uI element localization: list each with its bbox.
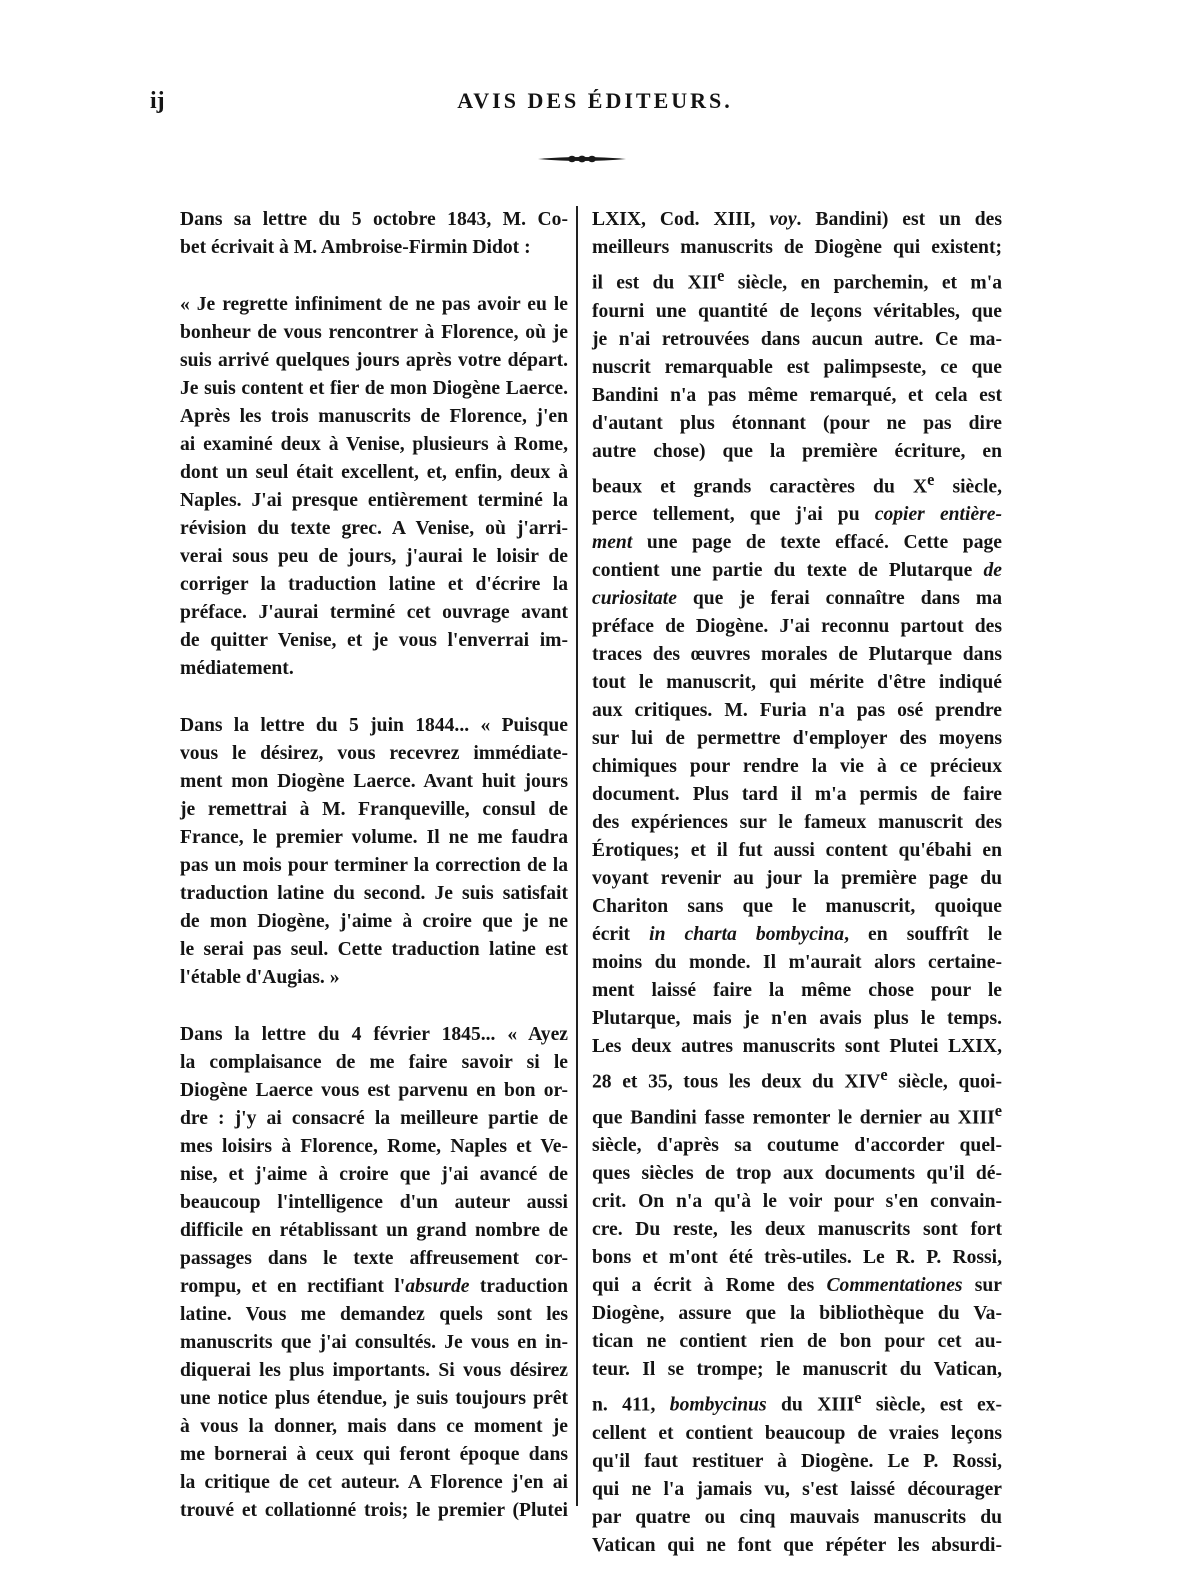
running-title: AVIS DES ÉDITEURS.: [457, 88, 733, 113]
text-line: teur. Il se trompe; le manuscrit du Vatican,: [592, 1359, 1002, 1381]
italic-run: curiositate: [592, 588, 677, 610]
italic-run: Commentationes: [826, 1275, 963, 1297]
italic-run: de: [983, 560, 1002, 582]
text-run: , en souffrît le: [844, 924, 1002, 946]
text-line: suis arrivé quelques jours après votre départ.: [180, 350, 568, 371]
text-line: [592, 585, 1002, 613]
text-run: du XIII: [766, 1394, 855, 1416]
text-run: n. 411,: [592, 1394, 670, 1416]
paragraph-continued: [592, 206, 1002, 1560]
text-line: ai examiné deux à Venise, plusieurs à Rome,: [180, 434, 568, 455]
text-line: trouvé et collationné trois; le premier (Plutei: [180, 1500, 568, 1521]
text-run: siècle,: [934, 476, 1002, 498]
text-line: sur lui de permettre d'employer des moyens: [592, 728, 1002, 750]
text-run: il est du XII: [592, 272, 718, 294]
text-run: 28 et 35, tous les deux du XIV: [592, 1071, 881, 1093]
text-line: Les deux autres manuscrits sont Plutei LXIX,: [592, 1036, 1002, 1058]
text-line: de quitter Venise, et je vous l'enverrai im-: [180, 630, 568, 651]
superscript: e: [994, 1100, 1002, 1120]
text-line: traduction latine du second. Je suis satisfait: [180, 883, 568, 904]
text-line: Dans la lettre du 4 février 1845... « Ayez: [180, 1024, 568, 1045]
paragraph-letter-june-1844: [158, 712, 568, 992]
text-line: [592, 501, 1002, 529]
text-line: bons et m'ont été très-utiles. Le R. P. Rossi,: [592, 1247, 1002, 1269]
text-line: siècle, d'après sa coutume d'accorder quel-: [592, 1135, 1002, 1157]
italic-run: in charta bombycina: [649, 924, 845, 946]
text-line: Dans sa lettre du 5 octobre 1843, M. Co-: [180, 209, 568, 230]
text-run: traduction: [469, 1276, 569, 1297]
text-run: siècle, en parchemin, et m'a: [724, 272, 1002, 294]
text-line: Érotiques; et il fut aussi content qu'ébahi en: [592, 840, 1002, 862]
italic-run: ment: [592, 532, 633, 554]
text-line: [592, 206, 1002, 234]
text-line: fourni une quantité de leçons véritables, que: [592, 300, 1002, 322]
text-line: Bandini n'a pas même remarqué, et cela est: [592, 384, 1002, 406]
text-line: aux critiques. M. Furia n'a pas osé prendre: [592, 700, 1002, 722]
text-line: [592, 1272, 1002, 1300]
text-line: [592, 1097, 1002, 1133]
text-line: cellent et contient beaucoup de vraies leçons: [592, 1422, 1002, 1444]
italic-run: voy: [769, 209, 797, 230]
text-line: moins du monde. Il m'aurait alors certaine-: [592, 952, 1002, 974]
text-line: autre chose) que la première écriture, en: [592, 440, 1002, 462]
text-run: que Bandini fasse remonter le dernier au XIII: [592, 1107, 995, 1129]
text-line: Dans la lettre du 5 juin 1844... « Puisque: [180, 715, 568, 736]
text-line: qui ne l'a jamais vu, s'est laissé décourager: [592, 1478, 1002, 1500]
text-line: à vous la donner, mais dans ce moment je: [180, 1416, 568, 1437]
text-line: voyant revenir au jour la première page du: [592, 868, 1002, 890]
text-line: [592, 557, 1002, 585]
text-run: perce tellement, que j'ai pu: [592, 504, 875, 526]
text-line: [592, 466, 1002, 502]
superscript: e: [854, 1388, 862, 1408]
folio-number: ij: [150, 88, 165, 114]
text-line: de mon Diogène, j'aime à croire que je ne: [180, 911, 568, 932]
text-line: la complaisance de me faire savoir si le: [180, 1052, 568, 1073]
text-line: Plutarque, mais je n'en avais plus le temps.: [592, 1008, 1002, 1030]
text-line: préface de Diogène. J'ai reconnu partout des: [592, 616, 1002, 638]
text-line: des expériences sur le fameux manuscrit des: [592, 812, 1002, 834]
text-line: diquerai les plus importants. Si vous désirez: [180, 1360, 568, 1381]
text-line: nuscrit remarquable est palimpseste, ce que: [592, 356, 1002, 378]
text-line: me bornerai à ceux qui feront époque dans: [180, 1444, 568, 1465]
text-line: difficile en rétablissant un grand nombre de: [180, 1220, 568, 1241]
text-run: sur: [962, 1275, 1002, 1297]
italic-run: absurde: [405, 1276, 470, 1297]
italic-run: copier entière-: [874, 504, 1002, 526]
ornamental-rule: [538, 154, 626, 164]
text-line: « Je regrette infiniment de ne pas avoir eu le: [180, 294, 568, 315]
text-line: manuscrits que j'ai consultés. Je vous en in-: [180, 1332, 568, 1353]
text-line: passages dans le texte affreusement cor-: [180, 1248, 568, 1269]
text-line: France, le premier volume. Il ne me faudra: [180, 827, 568, 848]
text-line: médiatement.: [180, 658, 294, 679]
text-line: dont un seul était excellent, et, enfin, deux à: [180, 462, 568, 483]
text-line: beaucoup l'intelligence d'un auteur aussi: [180, 1192, 568, 1213]
text-line: révision du texte grec. A Venise, où j'arri-: [180, 518, 568, 539]
text-line: Diogène, assure que la bibliothèque du Va-: [592, 1303, 1002, 1325]
superscript: e: [717, 266, 725, 285]
text-line: latine. Vous me demandez quels sont les: [180, 1304, 568, 1325]
text-run: LXIX, Cod. XIII,: [592, 209, 770, 230]
text-line: crit. On n'a qu'à le voir pour s'en convain-: [592, 1191, 1002, 1213]
page-header: [150, 88, 1040, 120]
text-run: qui a écrit à Rome des: [592, 1275, 827, 1297]
text-run: rompu, et en rectifiant l': [180, 1276, 406, 1297]
text-line: dre : j'y ai consacré la meilleure partie de: [180, 1108, 568, 1129]
text-line: Vatican qui ne font que répéter les absurdi-: [592, 1534, 1002, 1556]
left-column: [158, 206, 568, 1525]
text-run: une page de texte effacé. Cette page: [632, 532, 1002, 554]
column-divider: [576, 206, 578, 1506]
text-line: bet écrivait à M. Ambroise-Firmin Didot :: [180, 237, 531, 258]
text-line: [592, 262, 1002, 298]
text-line: verai sous peu de jours, j'aurai le loisir de: [180, 546, 568, 567]
text-line: document. Plus tard il m'a permis de faire: [592, 784, 1002, 806]
paragraph-letter-feb-1845: [158, 1021, 568, 1525]
text-line: Diogène Laerce vous est parvenu en bon or-: [180, 1080, 568, 1101]
text-line: [592, 1384, 1002, 1420]
text-line: Chariton sans que le manuscrit, quoique: [592, 896, 1002, 918]
text-line: Après les trois manuscrits de Florence, j'en: [180, 406, 568, 427]
text-line: vous le désirez, vous recevrez immédiate-: [180, 743, 568, 764]
text-line: corriger la traduction latine et d'écrire la: [180, 574, 568, 595]
text-run: contient une partie du texte de Plutarque: [592, 560, 984, 582]
text-line: pas un mois pour terminer la correction de la: [180, 855, 568, 876]
text-line: chimiques pour rendre la vie à ce précieux: [592, 756, 1002, 778]
right-column: [592, 206, 1002, 1560]
text-line: ques siècles de trop aux documents qu'il dé-: [592, 1163, 1002, 1185]
text-line: bonheur de vous rencontrer à Florence, où je: [180, 322, 568, 343]
text-line: [158, 1273, 568, 1301]
text-line: nise, et j'aime à croire que j'ai avancé de: [180, 1164, 568, 1185]
text-line: par quatre ou cinq mauvais manuscrits du: [592, 1506, 1002, 1528]
paragraph-intro: [158, 206, 568, 262]
text-run: siècle, quoi-: [887, 1071, 1002, 1093]
text-line: [592, 529, 1002, 557]
text-line: je n'ai retrouvées dans aucun autre. Ce ma-: [592, 328, 1002, 350]
paragraph-letter-1843: [158, 291, 568, 683]
text-line: meilleurs manuscrits de Diogène qui existent;: [592, 237, 1002, 258]
text-line: ment mon Diogène Laerce. Avant huit jours: [180, 771, 568, 792]
text-run: que je ferai connaître dans ma: [676, 588, 1002, 610]
italic-run: bombycinus: [669, 1394, 767, 1416]
text-line: préface. J'aurai terminé cet ouvrage avant: [180, 602, 568, 623]
text-run: siècle, est ex-: [861, 1394, 1002, 1416]
text-line: le serai pas seul. Cette traduction latine est: [180, 939, 568, 960]
superscript: e: [880, 1065, 888, 1085]
text-run: écrit: [592, 924, 650, 946]
text-line: d'autant plus étonnant (pour ne pas dire: [592, 412, 1002, 434]
text-line: je remettrai à M. Franqueville, consul de: [180, 799, 568, 820]
text-line: la critique de cet auteur. A Florence j'en ai: [180, 1472, 568, 1493]
text-line: tout le manuscrit, qui mérite d'être indiqué: [592, 672, 1002, 694]
text-run: beaux et grands caractères du X: [592, 476, 928, 498]
text-line: traces des œuvres morales de Plutarque dans: [592, 644, 1002, 666]
text-line: mes loisirs à Florence, Rome, Naples et Ve-: [180, 1136, 568, 1157]
text-line: ment laissé faire la même chose pour le: [592, 980, 1002, 1002]
text-run: . Bandini) est un des: [796, 209, 1002, 230]
text-line: l'étable d'Augias. »: [180, 967, 340, 988]
text-line: une notice plus étendue, je suis toujours prêt: [180, 1388, 568, 1409]
text-line: qu'il faut restituer à Diogène. Le P. Rossi,: [592, 1450, 1002, 1472]
text-line: [592, 921, 1002, 949]
text-line: [592, 1061, 1002, 1097]
text-line: tican ne contient rien de bon pour cet au-: [592, 1331, 1002, 1353]
text-line: Je suis content et fier de mon Diogène Laerce.: [180, 378, 568, 399]
text-line: Naples. J'ai presque entièrement terminé la: [180, 490, 568, 511]
text-line: cre. Du reste, les deux manuscrits sont fort: [592, 1219, 1002, 1241]
superscript: e: [927, 469, 935, 489]
